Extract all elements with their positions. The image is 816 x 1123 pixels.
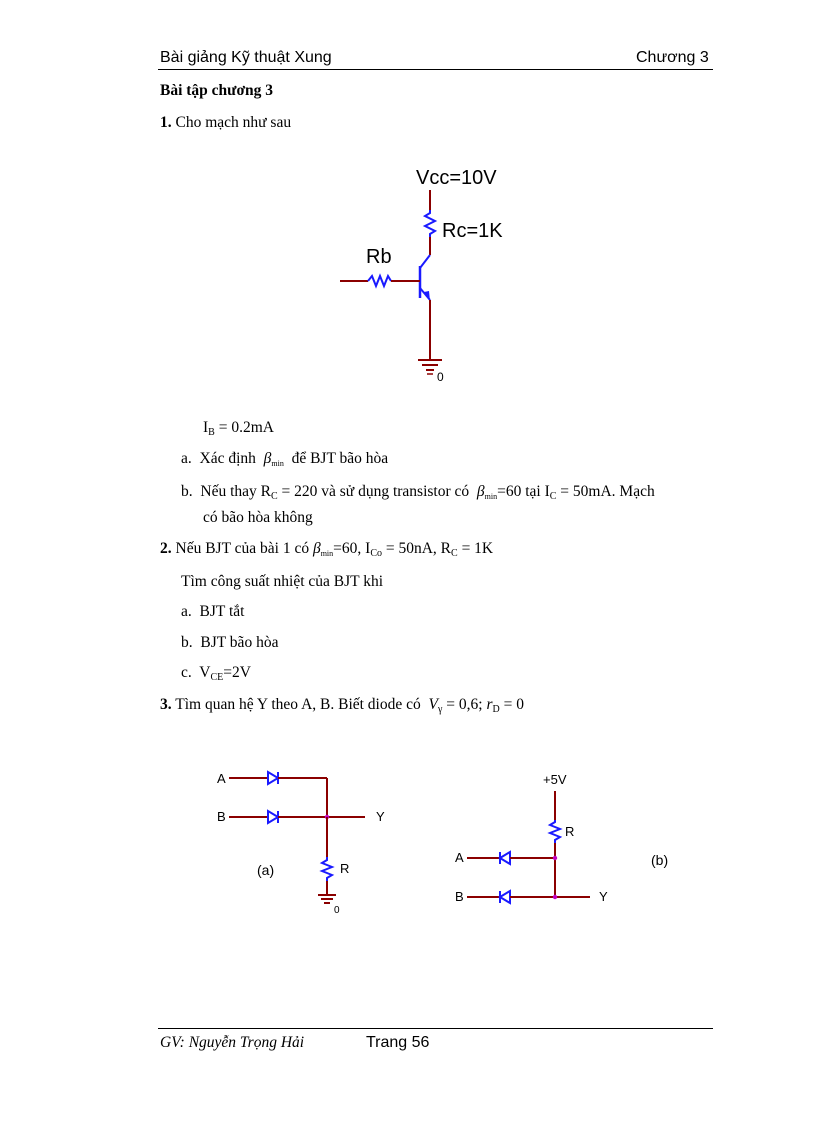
- rb-resistor: [368, 276, 391, 286]
- bjt-collector-lead: [420, 255, 430, 268]
- diode-circuit-a: [210, 765, 400, 915]
- circuit-a-input-a: A: [217, 771, 226, 786]
- rc-resistor: [425, 210, 435, 237]
- footer-author: GV: Nguyễn Trọng Hải: [160, 1034, 305, 1051]
- ground-label: 0: [437, 370, 444, 384]
- q1-number: 1.: [160, 114, 172, 131]
- bjt-circuit: [330, 160, 530, 390]
- header-left: Bài giảng Kỹ thuật Xung: [160, 49, 332, 66]
- q2-number: 2.: [160, 540, 172, 557]
- header-rule: [158, 69, 713, 70]
- footer-page: Trang 56: [366, 1034, 430, 1051]
- diode-formula: $V_\gamma = 0,6$; $r_D = 0$: [428, 696, 524, 715]
- diode-circuit-b: [445, 765, 685, 915]
- circuit-a-input-b: B: [217, 809, 226, 824]
- q1-heading: [160, 114, 291, 132]
- q2-heading: 2. Nếu BJT của bài 1 có $\beta_{min}=60$, $I_{Co} = 50nA$, $R_C = 1K$: [160, 540, 494, 559]
- q1-given: $I_B = 0.2mA$: [203, 419, 274, 438]
- circuit-b-output-y: Y: [599, 889, 608, 904]
- q1-b-line2: có bão hòa không: [203, 509, 313, 526]
- q2-a: a. BJT tắt: [181, 603, 245, 620]
- q2-c: c. $V_{CE}=2V$: [181, 664, 251, 683]
- circuit-a-diode-a: [268, 772, 278, 784]
- circuit-b-r-label: R: [565, 824, 575, 839]
- circuit-a-label: (a): [257, 862, 275, 878]
- rb-label: Rb: [366, 246, 392, 268]
- beta-min: $\beta_{min}$: [476, 483, 498, 501]
- circuit-a-ground-label: 0: [334, 905, 340, 915]
- circuit-a-r-label: R: [340, 861, 350, 876]
- circuit-a-output-y: Y: [376, 809, 385, 824]
- q3-number: 3.: [160, 696, 172, 713]
- bjt-emitter-arrow: [424, 291, 430, 301]
- vcc-label: Vcc=10V: [416, 167, 497, 189]
- q1-a: a. Xác định $\beta_{min}$ để BJT bão hòa: [181, 450, 389, 468]
- circuit-b-resistor: [550, 820, 560, 843]
- q1-b: b. Nếu thay $R_C = 220$ và sử dụng transistor có $\beta_{min}=60$ tại $I_C = 50mA$. Mạch: [181, 483, 655, 502]
- q2-b: b. BJT bão hòa: [181, 634, 279, 651]
- circuit-b-label: (b): [651, 852, 669, 868]
- circuit-b-diode-a: [500, 852, 510, 864]
- circuit-a-diode-b: [268, 811, 278, 823]
- section-title: Bài tập chương 3: [160, 82, 274, 99]
- q1-text: Cho mạch như sau: [175, 114, 292, 131]
- circuit-b-input-b: B: [455, 889, 464, 904]
- circuit-b-input-a: A: [455, 850, 464, 865]
- circuit-a-resistor: [322, 857, 332, 881]
- rc-label: Rc=1K: [442, 220, 503, 242]
- footer-rule: [158, 1028, 713, 1029]
- beta-min: $\beta_{min}$: [263, 450, 284, 468]
- circuit-b-junction-a: [553, 856, 557, 860]
- header-right: Chương 3: [636, 49, 709, 66]
- circuit-b-diode-b: [500, 891, 510, 903]
- circuit-b-junction-b: [553, 895, 557, 899]
- circuit-b-vcc: +5V: [543, 772, 567, 787]
- q2-intro: Tìm công suất nhiệt của BJT khi: [181, 573, 384, 590]
- beta-min: $\beta_{min}$: [312, 540, 334, 558]
- q3-heading: 3. Tìm quan hệ Y theo A, B. Biết diode có $V_\gamma = 0,6$; $r_D = 0$: [160, 696, 524, 715]
